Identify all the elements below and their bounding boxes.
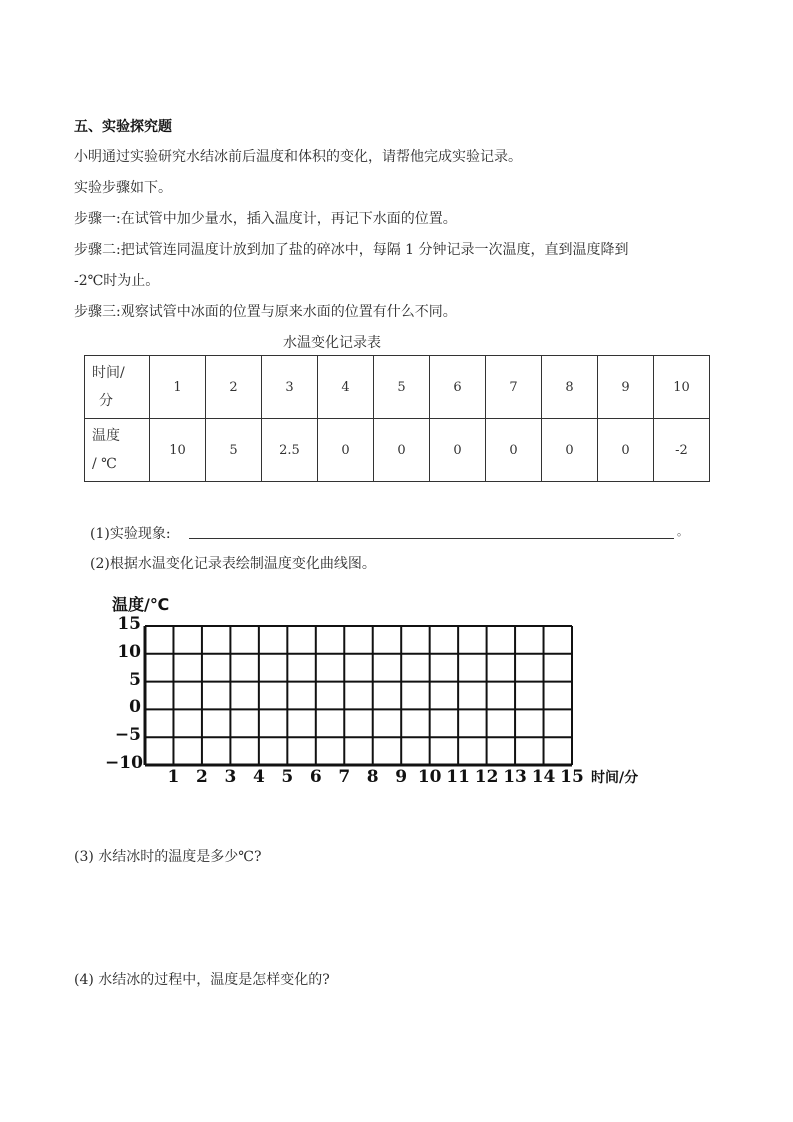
question-3: (3) 水结冰时的温度是多少℃? bbox=[74, 849, 262, 865]
temp-cell: 0 bbox=[430, 419, 486, 482]
temp-cell: 0 bbox=[374, 419, 430, 482]
x-tick-label: 8 bbox=[366, 767, 379, 787]
temp-cell: 10 bbox=[150, 419, 206, 482]
y-tick-label: 5 bbox=[129, 669, 141, 690]
section-title: 五、实验探究题 bbox=[74, 119, 172, 135]
time-cell: 6 bbox=[430, 356, 486, 419]
x-tick-label: 5 bbox=[281, 767, 294, 787]
intro-text: 小明通过实验研究水结冰前后温度和体积的变化，请帮他完成实验记录。 bbox=[74, 149, 522, 165]
time-cell: 4 bbox=[318, 356, 374, 419]
temperature-header-a: 温度 bbox=[92, 428, 120, 444]
x-tick-label: 9 bbox=[395, 767, 408, 787]
x-tick-label: 6 bbox=[309, 767, 322, 787]
x-tick-label: 14 bbox=[531, 767, 556, 787]
time-cell: 8 bbox=[542, 356, 598, 419]
chart-y-axis-title: 温度/℃ bbox=[112, 595, 170, 614]
step-two-line1: 步骤二:把试管连同温度计放到加了盐的碎冰中，每隔 1 分钟记录一次温度，直到温度降到 bbox=[74, 242, 629, 258]
y-tick-label: 0 bbox=[129, 697, 141, 718]
question-2: (2)根据水温变化记录表绘制温度变化曲线图。 bbox=[90, 556, 376, 572]
y-tick-label: 10 bbox=[117, 641, 141, 662]
time-cell: 9 bbox=[598, 356, 654, 419]
x-tick-label: 10 bbox=[417, 767, 442, 787]
x-tick-label: 15 bbox=[560, 767, 584, 787]
time-cell: 3 bbox=[262, 356, 318, 419]
x-tick-label: 12 bbox=[474, 767, 499, 787]
time-cell: 1 bbox=[150, 356, 206, 419]
temp-cell: -2 bbox=[654, 419, 710, 482]
question-1-end: 。 bbox=[677, 525, 688, 538]
x-tick-label: 2 bbox=[196, 767, 208, 787]
chart-x-axis-title: 时间/分 bbox=[591, 770, 639, 786]
time-cell: 5 bbox=[374, 356, 430, 419]
temp-cell: 0 bbox=[486, 419, 542, 482]
x-tick-label: 11 bbox=[446, 767, 470, 787]
time-header-b: 分 bbox=[99, 393, 113, 409]
table-caption: 水温变化记录表 bbox=[283, 335, 381, 351]
y-tick-label: −10 bbox=[105, 753, 143, 773]
steps-heading: 实验步骤如下。 bbox=[74, 180, 172, 196]
temp-cell: 0 bbox=[318, 419, 374, 482]
y-tick-label: −5 bbox=[114, 725, 141, 746]
x-tick-label: 13 bbox=[503, 767, 527, 787]
temp-cell: 0 bbox=[598, 419, 654, 482]
temp-cell: 0 bbox=[542, 419, 598, 482]
x-tick-label: 1 bbox=[167, 767, 180, 787]
question-4: (4) 水结冰的过程中，温度是怎样变化的? bbox=[74, 972, 330, 988]
temp-cell: 5 bbox=[206, 419, 262, 482]
time-cell: 10 bbox=[654, 356, 710, 419]
temp-cell: 2.5 bbox=[262, 419, 318, 482]
time-cell: 7 bbox=[486, 356, 542, 419]
question-1-label: (1)实验现象: bbox=[90, 526, 171, 542]
time-cell: 2 bbox=[206, 356, 262, 419]
y-tick-label: 15 bbox=[117, 614, 141, 634]
step-one: 步骤一:在试管中加少量水，插入温度计，再记下水面的位置。 bbox=[74, 211, 457, 227]
step-three: 步骤三:观察试管中冰面的位置与原来水面的位置有什么不同。 bbox=[74, 304, 457, 320]
x-tick-label: 4 bbox=[252, 767, 265, 787]
step-two-line2: -2℃时为止。 bbox=[74, 273, 160, 289]
x-tick-label: 3 bbox=[224, 767, 237, 787]
time-header-a: 时间/ bbox=[92, 365, 125, 381]
x-tick-label: 7 bbox=[338, 767, 351, 787]
temperature-header-b: / ℃ bbox=[92, 456, 117, 472]
